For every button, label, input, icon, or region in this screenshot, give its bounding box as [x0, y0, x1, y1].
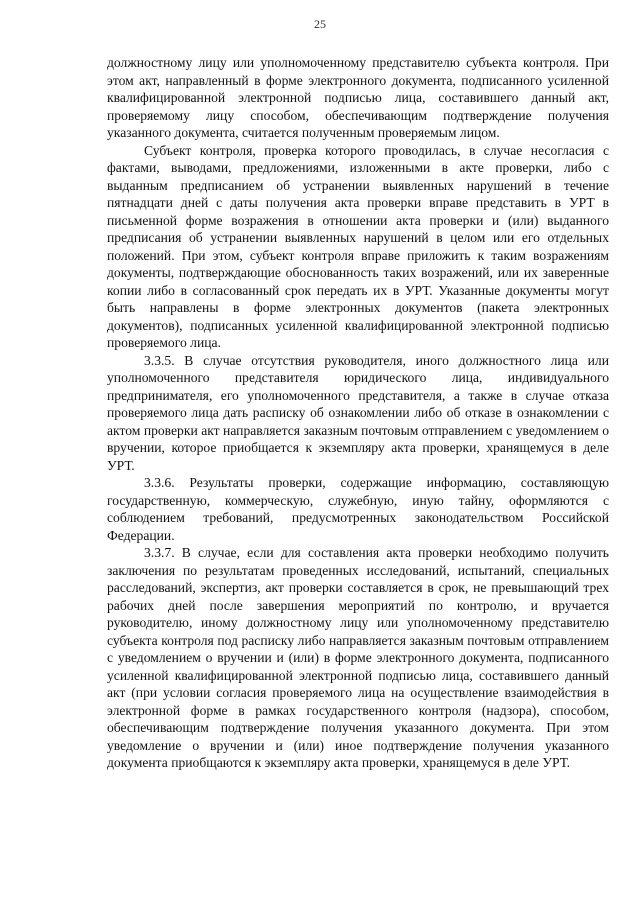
page-number: 25 — [314, 17, 326, 31]
document-body — [107, 54, 609, 772]
paragraph-3-3-7: 3.3.7. В случае, если для составления акта проверки необходимо получить заключения по результатам проведенных исследований, испытаний, специальных расследований, экспертиз, акт проверки составляется в срок, не превышающий трех рабочих дней после завершения мероприятий по контролю, и вручается руководителю, иному должностному лицу или уполномоченному представителю субъекта контроля под расписку либо направляется заказным почтовым отправлением с уведомлением о вручении и (или) в форме электронного документа, подписанного усиленной квалифицированной электронной подписью лица, составившего данный акт (при условии согласия проверяемого лица на осуществление взаимодействия в электронной форме в рамках государственного контроля (надзора), способом, обеспечивающим подтверждение получения указанного документа. При этом уведомление о вручении и (или) иное подтверждение получения указанного документа приобщаются к экземпляру акта проверки, хранящемуся в деле УРТ. — [107, 545, 609, 770]
paragraph-continuation: должностному лицу или уполномоченному представителю субъекта контроля. При этом акт, направленный в форме электронного документа, подписанного усиленной квалифицированной электронной подписью лица, составившего данный акт, проверяемому лицу способом, обеспечивающим подтверждение получения указанного документа, считается полученным проверяемым лицом. — [107, 55, 609, 140]
paragraph-objections: Субъект контроля, проверка которого проводилась, в случае несогласия с фактами, выводами, предложениями, изложенными в акте проверки, либо с выданным предписанием об устранении выявленных нарушений в течение пятнадцати дней с даты получения акта проверки вправе представить в УРТ в письменной форме возражения в отношении акта проверки и (или) выданного предписания об устранении выявленных нарушений в целом или его отдельных положений. При этом, субъект контроля вправе приложить к таким возражениям документы, подтверждающие обоснованность таких возражений, или их заверенные копии либо в согласованный срок передать их в УРТ. Указанные документы могут быть направлены в форме электронных документов (пакета электронных документов), подписанных усиленной квалифицированной электронной подписью проверяемого лица. — [107, 142, 609, 350]
paragraph-3-3-5: 3.3.5. В случае отсутствия руководителя, иного должностного лица или уполномоченного представителя юридического лица, индивидуального предпринимателя, его уполномоченного представителя, а также в случае отказа проверяемого лица дать расписку об ознакомлении либо об отказе в ознакомлении с актом проверки акт направляется заказным почтовым отправлением с уведомлением о вручении, которое приобщается к экземпляру акта проверки, хранящемуся в деле УРТ. — [107, 352, 609, 473]
paragraph-3-3-6: 3.3.6. Результаты проверки, содержащие информацию, составляющую государственную, коммерческую, служебную, иную тайну, оформляются с соблюдением требований, предусмотренных законодательством Российской Федерации. — [107, 475, 609, 543]
